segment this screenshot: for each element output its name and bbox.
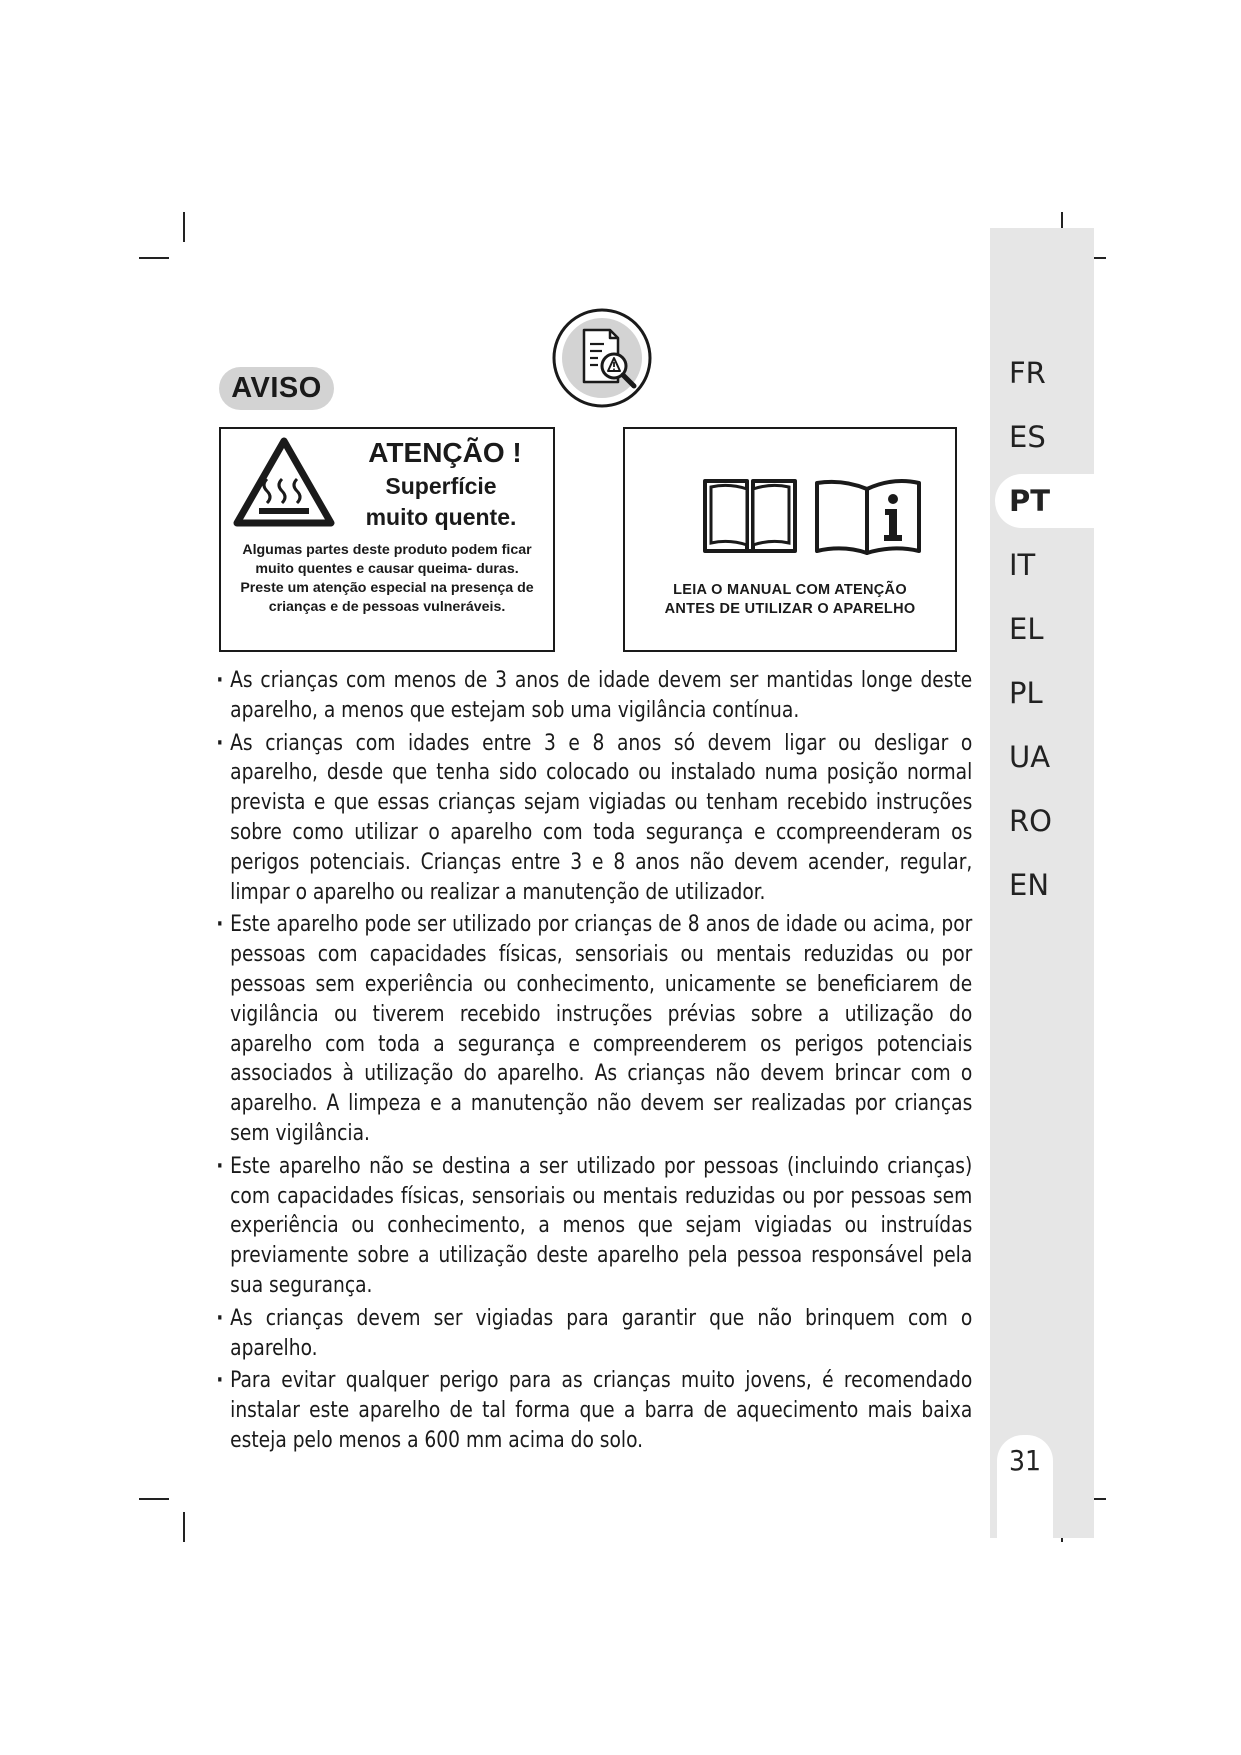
lang-tab-el[interactable]: EL bbox=[1009, 612, 1044, 646]
warning-title: ATENÇÃO ! bbox=[368, 437, 522, 468]
warning-subtitle bbox=[341, 471, 541, 533]
crop-mark bbox=[139, 257, 169, 259]
info-booklet-icon bbox=[817, 481, 919, 553]
manual-caption-line1: LEIA O MANUAL COM ATENÇÃO bbox=[673, 582, 907, 598]
list-item: · Este aparelho pode ser utilizado por crianças de 8 anos de idade ou acima, por pessoas com capacidades físicas, sensoriais ou mentais reduzidas ou por pessoas sem experiência ou conhecimento, unicamente se beneficiarem de vigilância ou tiverem recebido instruções prévias sobre a utilização do aparelho com toda a segurança e compreenderem os perigos potenciais associados à utilização do aparelho. As crianças não devem brincar com o aparelho. A limpeza e a manutenção não devem ser realizadas por crianças sem vigilância. bbox=[219, 910, 972, 1148]
manual-icons bbox=[697, 475, 927, 555]
warning-subtitle-line1: Superfície bbox=[385, 473, 497, 499]
lang-tab-ua[interactable]: UA bbox=[1009, 740, 1051, 774]
crop-mark bbox=[139, 1498, 169, 1500]
lang-tab-ro[interactable]: RO bbox=[1009, 804, 1052, 838]
lang-tab-pl[interactable]: PL bbox=[1009, 676, 1043, 710]
read-manual-box bbox=[623, 427, 957, 652]
warning-body: Algumas partes deste produto podem ficar muito quentes e causar queima- duras. Preste um atenção especial na presença de crianças e de pessoas vulneráveis. bbox=[240, 542, 534, 615]
open-book-icon bbox=[705, 481, 795, 551]
list-item: · Este aparelho não se destina a ser utilizado por pessoas (incluindo crianças) com capacidades físicas, sensoriais ou mentais reduzidas ou por pessoas sem experiência ou conhecimento, a menos que sejam vigiadas ou instruídas previamente sobre a utilização deste aparelho pela pessoa responsável pela sua segurança. bbox=[219, 1152, 972, 1301]
hot-surface-warning-icon bbox=[231, 435, 337, 531]
crop-mark bbox=[183, 1512, 185, 1542]
list-item: · As crianças com idades entre 3 e 8 anos só devem ligar ou desligar o aparelho, desde que tenha sido colocado ou instalado numa posição normal prevista e que essas crianças sejam vigiadas ou tenham recebido instruções sobre como utilizar o aparelho com toda segurança e ccompreenderam os perigos potenciais. Crianças entre 3 e 8 anos não devem acender, regular, limpar o aparelho ou realizar a manutenção de utilizador. bbox=[219, 729, 972, 908]
lang-tab-es[interactable]: ES bbox=[1009, 420, 1046, 454]
hot-surface-warning-box bbox=[219, 427, 555, 652]
safety-instructions-list bbox=[219, 666, 973, 1459]
lang-tab-pt[interactable]: PT bbox=[995, 474, 1094, 528]
lang-tab-fr[interactable]: FR bbox=[1009, 356, 1046, 390]
manual-caption-line2: ANTES DE UTILIZAR O APARELHO bbox=[664, 601, 916, 617]
crop-mark bbox=[183, 212, 185, 242]
lang-tab-it[interactable]: IT bbox=[1009, 548, 1036, 582]
lang-tab-en[interactable]: EN bbox=[1009, 868, 1050, 902]
list-item: · As crianças devem ser vigiadas para garantir que não brinquem com o aparelho. bbox=[219, 1304, 972, 1364]
read-manual-caption bbox=[633, 581, 947, 619]
list-item: · As crianças com menos de 3 anos de idade devem ser mantidas longe deste aparelho, a menos que estejam sob uma vigilância contínua. bbox=[219, 666, 972, 726]
warning-subtitle-line2: muito quente. bbox=[365, 504, 517, 530]
page-number: 31 bbox=[1008, 1444, 1042, 1477]
list-item: · Para evitar qualquer perigo para as crianças muito jovens, é recomendado instalar este aparelho de tal forma que a barra de aquecimento mais baixa esteja pelo menos a 600 mm acima do solo. bbox=[219, 1366, 972, 1455]
document-magnifier-warning-icon bbox=[552, 308, 652, 408]
aviso-label: AVISO bbox=[219, 367, 334, 410]
